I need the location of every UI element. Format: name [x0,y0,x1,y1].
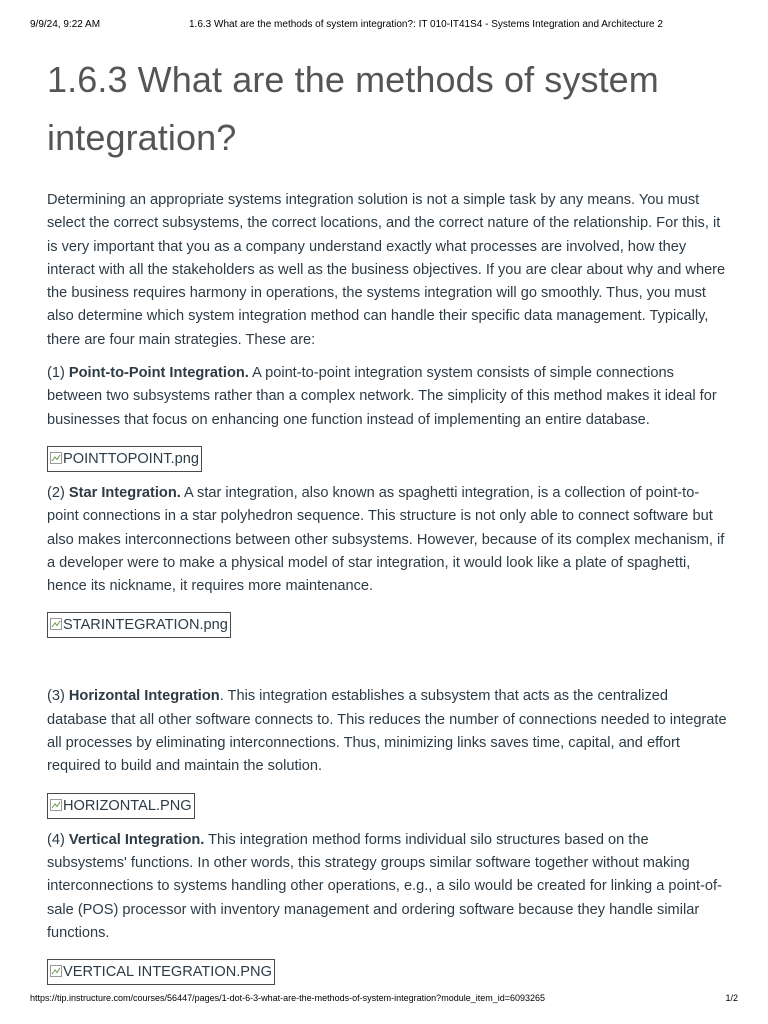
method-number: (3) [47,688,69,705]
broken-image-icon [50,618,62,630]
method-horizontal [47,685,727,778]
page-title: 1.6.3 What are the methods of system integration? [47,59,659,158]
method-number: (2) [47,484,69,501]
print-date: 9/9/24, 9:22 AM [30,19,101,30]
method-vertical [47,829,727,945]
image-container [47,793,727,819]
broken-image-icon [50,965,62,977]
method-description: . This integration establishes a subsystem that acts as the centralized database that all other software connects to. This reduces the number of connections needed to integrate all processes by eliminating interconnections. Thus, minimizing links saves time, capital, and effort required to build and maintain the solution. [47,688,727,775]
print-url: https://tip.instructure.com/courses/56447/pages/1-dot-6-3-what-are-the-methods-of-system-integration?module_item_id=6093265 [30,993,546,1003]
image-container [47,959,727,985]
image-point-to-point [47,446,202,472]
image-container [47,612,727,638]
image-vertical-integration [47,959,275,985]
image-container [47,446,727,472]
spacer [47,638,727,675]
broken-image-icon [50,452,62,464]
method-number: (1) [47,365,69,382]
image-alt-text: POINTTOPOINT.png [63,450,199,467]
method-name: Vertical Integration. [68,831,205,848]
image-alt-text: HORIZONTAL.PNG [63,797,192,814]
print-document-title: 1.6.3 What are the methods of system integration?: IT 010-IT41S4 - Systems Integration and Architecture 2 [189,19,663,30]
image-alt-text: STARINTEGRATION.png [63,617,228,634]
method-point-to-point [47,362,727,432]
method-name: Point-to-Point Integration. [68,365,249,382]
method-number: (4) [47,831,69,848]
image-alt-text: VERTICAL INTEGRATION.PNG [63,964,272,981]
method-star [47,482,727,598]
method-description: This integration method forms individual silo structures based on the subsystems' functions. In other words, this strategy groups similar software together without making interconnections to systems handling other operations, e.g., a silo would be created for linking a point-of-sale (POS) processor with inventory management and ordering software because they handle similar functions. [47,831,722,941]
broken-image-icon [50,799,62,811]
method-name: Horizontal Integration [68,688,220,705]
image-star-integration [47,612,231,638]
image-horizontal [47,793,195,819]
print-page-number: 1/2 [725,993,738,1003]
page-content [47,51,727,985]
intro-paragraph: Determining an appropriate systems integration solution is not a simple task by any means. You must select the correct subsystems, the correct locations, and the correct nature of the relationship. For this, it is very important that you as a company understand exactly what processes are involved, how they interact with all the stakeholders as well as the business objectives. If you are clear about why and where the business requires harmony in operations, the systems integration will go smoothly. Thus, you must also determine which system integration method can handle their specific data management. Typically, there are four main strategies. These are: [47,192,726,348]
method-description: A point-to-point integration system consists of simple connections between two subsystems rather than a complex network. The simplicity of this method makes it ideal for businesses that focus on enhancing one function instead of implementing an entire database. [47,365,717,428]
method-description: A star integration, also known as spaghetti integration, is a collection of point-to-point connections in a star polyhedron sequence. This structure is not only able to connect software but also makes interconnections between other subsystems. However, because of its complex mechanism, if a developer were to make a physical model of star integration, it would look like a plate of spaghetti, hence its nickname, it requires more maintenance. [47,484,725,595]
method-name: Star Integration. [68,484,181,501]
